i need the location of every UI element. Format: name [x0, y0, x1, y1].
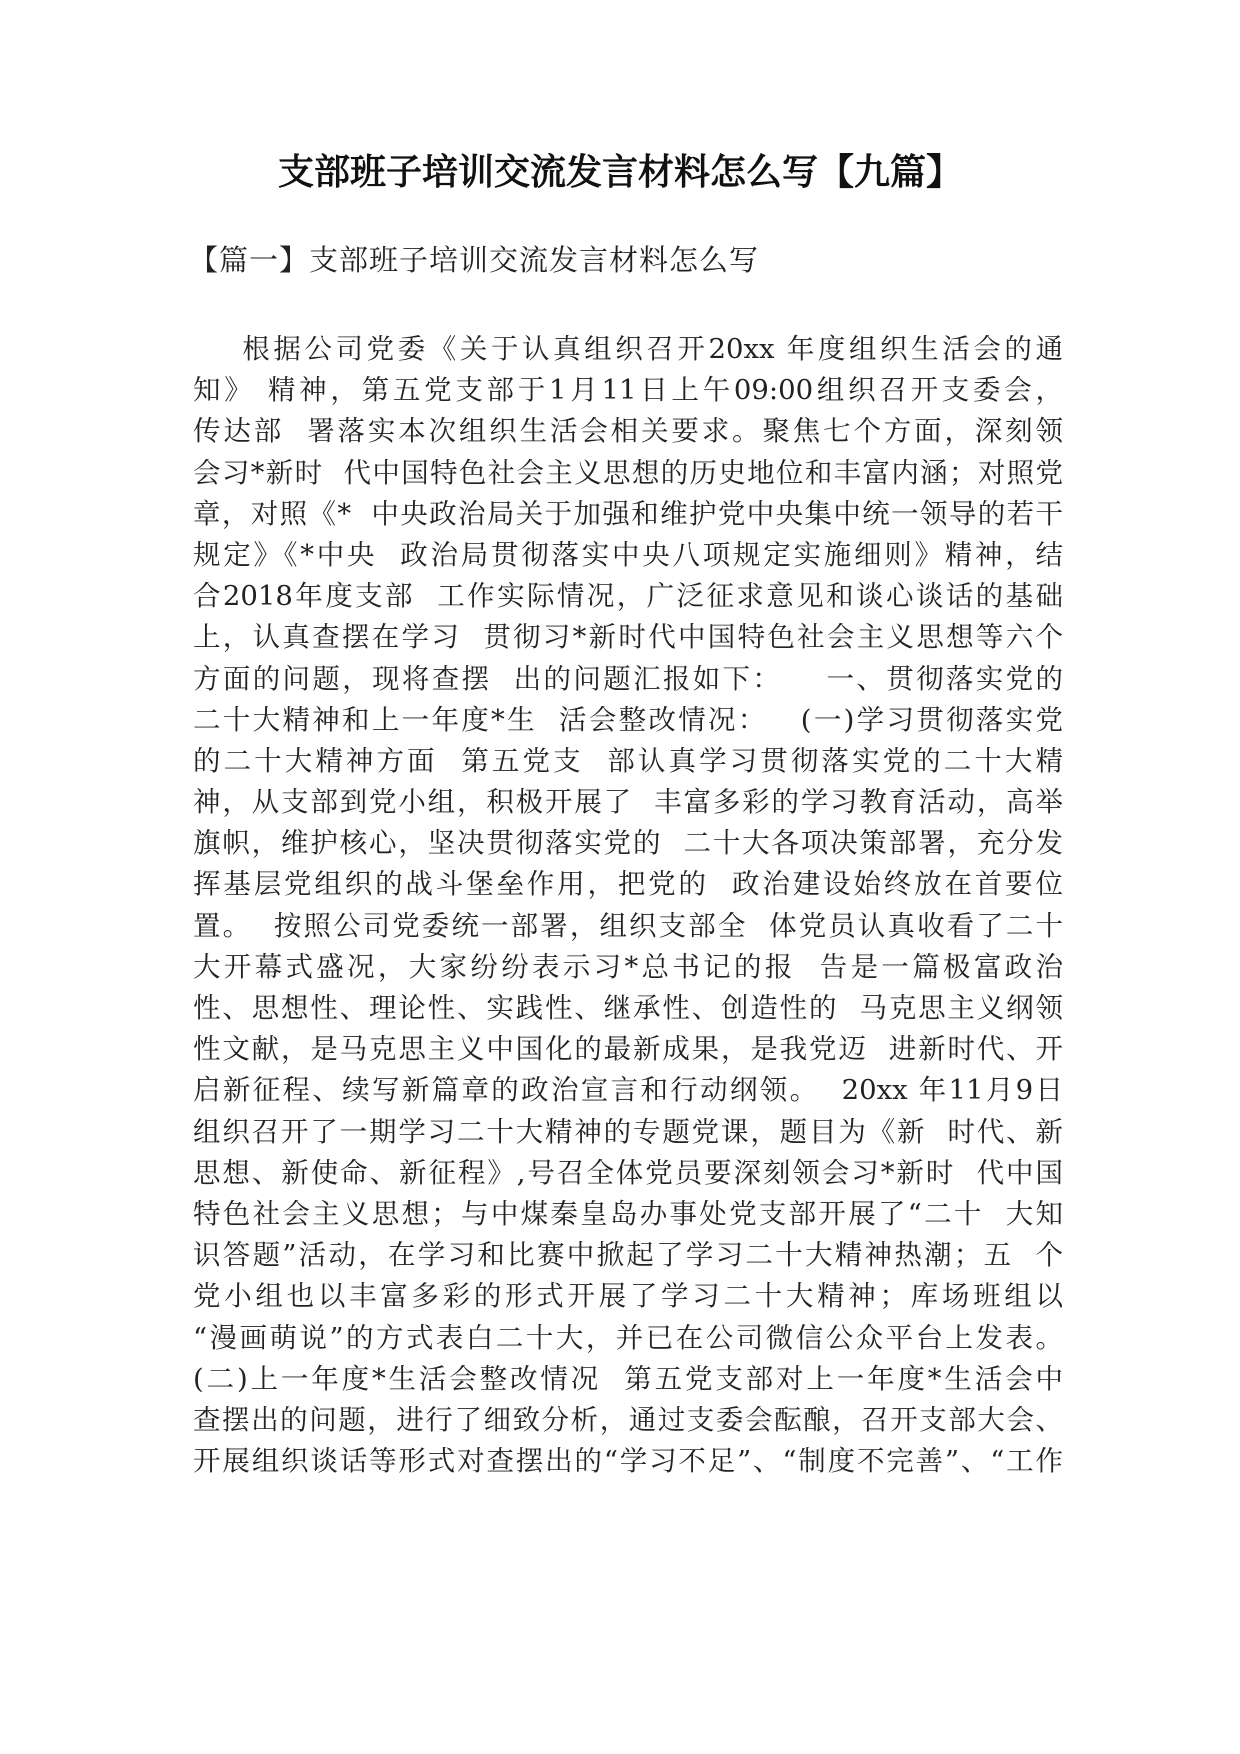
body-line: 性文献，是马克思主义中国化的最新成果，是我党迈 进新时代、开 — [193, 1033, 1063, 1066]
body-line: 挥基层党组织的战斗堡垒作用，把党的 政治建设始终放在首要位 — [193, 868, 1063, 901]
body-line: 旗帜，维护核心，坚决贯彻落实党的 二十大各项决策部署，充分发 — [193, 827, 1063, 860]
body-line: 规定》《*中央 政治局贯彻落实中央八项规定实施细则》精神，结 — [193, 538, 1063, 571]
body-line: 的二十大精神方面 第五党支 部认真学习贯彻落实党的二十大精 — [193, 744, 1063, 777]
body-line: 知》 精神，第五党支部于1月11日上午09:00组织召开支委会， — [193, 374, 1063, 407]
body-line: 查摆出的问题，进行了细致分析，通过支委会酝酿，召开支部大会、 — [193, 1403, 1063, 1436]
body-line: 章，对照《* 中央政治局关于加强和维护党中央集中统一领导的若干 — [193, 497, 1063, 530]
body-line: 识答题”活动，在学习和比赛中掀起了学习二十大精神热潮；五 个 — [193, 1239, 1063, 1272]
body-line: 启新征程、续写新篇章的政治宣言和行动纲领。 20xx 年11月9日 — [193, 1074, 1063, 1107]
section-heading: 【篇一】支部班子培训交流发言材料怎么写 — [189, 243, 760, 277]
body-line: 组织召开了一期学习二十大精神的专题党课，题目为《新 时代、新 — [193, 1115, 1063, 1148]
body-line: 合2018年度支部 工作实际情况，广泛征求意见和谈心谈话的基础 — [193, 580, 1063, 613]
body-line: 置。 按照公司党委统一部署，组织支部全 体党员认真收看了二十 — [193, 909, 1063, 942]
body-line: (二)上一年度*生活会整改情况 第五党支部对上一年度*生活会中 — [193, 1362, 1063, 1395]
body-line: 二十大精神和上一年度*生 活会整改情况： (一)学习贯彻落实党 — [193, 703, 1063, 736]
body-line: 根据公司党委《关于认真组织召开20xx 年度组织生活会的通 — [193, 333, 1063, 365]
document-title: 支部班子培训交流发言材料怎么写【九篇】 — [277, 152, 962, 193]
body-line: 上，认真查摆在学习 贯彻习*新时代中国特色社会主义思想等六个 — [193, 621, 1063, 654]
body-line: 开展组织谈话等形式对查摆出的“学习不足”、“制度不完善”、“工作 — [193, 1445, 1063, 1478]
body-line: 会习*新时 代中国特色社会主义思想的历史地位和丰富内涵；对照党 — [193, 456, 1063, 489]
body-line: 党小组也以丰富多彩的形式开展了学习二十大精神；库场班组以 — [193, 1280, 1063, 1313]
body-line: 大开幕式盛况，大家纷纷表示习*总书记的报 告是一篇极富政治 — [193, 950, 1063, 983]
body-line: 性、思想性、理论性、实践性、继承性、创造性的 马克思主义纲领 — [193, 992, 1063, 1024]
body-line: 神，从支部到党小组，积极开展了 丰富多彩的学习教育活动，高举 — [193, 786, 1063, 819]
body-line: 方面的问题，现将查摆 出的问题汇报如下： 一、贯彻落实党的 — [193, 662, 1063, 695]
body-line: 思想、新使命、新征程》,号召全体党员要深刻领会习*新时 代中国 — [193, 1156, 1063, 1189]
body-line: 传达部 署落实本次组织生活会相关要求。聚焦七个方面，深刻领 — [193, 415, 1063, 448]
body-text — [193, 329, 1063, 1482]
body-line: 特色社会主义思想；与中煤秦皇岛办事处党支部开展了“二十 大知 — [193, 1197, 1063, 1230]
body-line: “漫画萌说”的方式表白二十大，并已在公司微信公众平台上发表。 — [193, 1321, 1063, 1354]
